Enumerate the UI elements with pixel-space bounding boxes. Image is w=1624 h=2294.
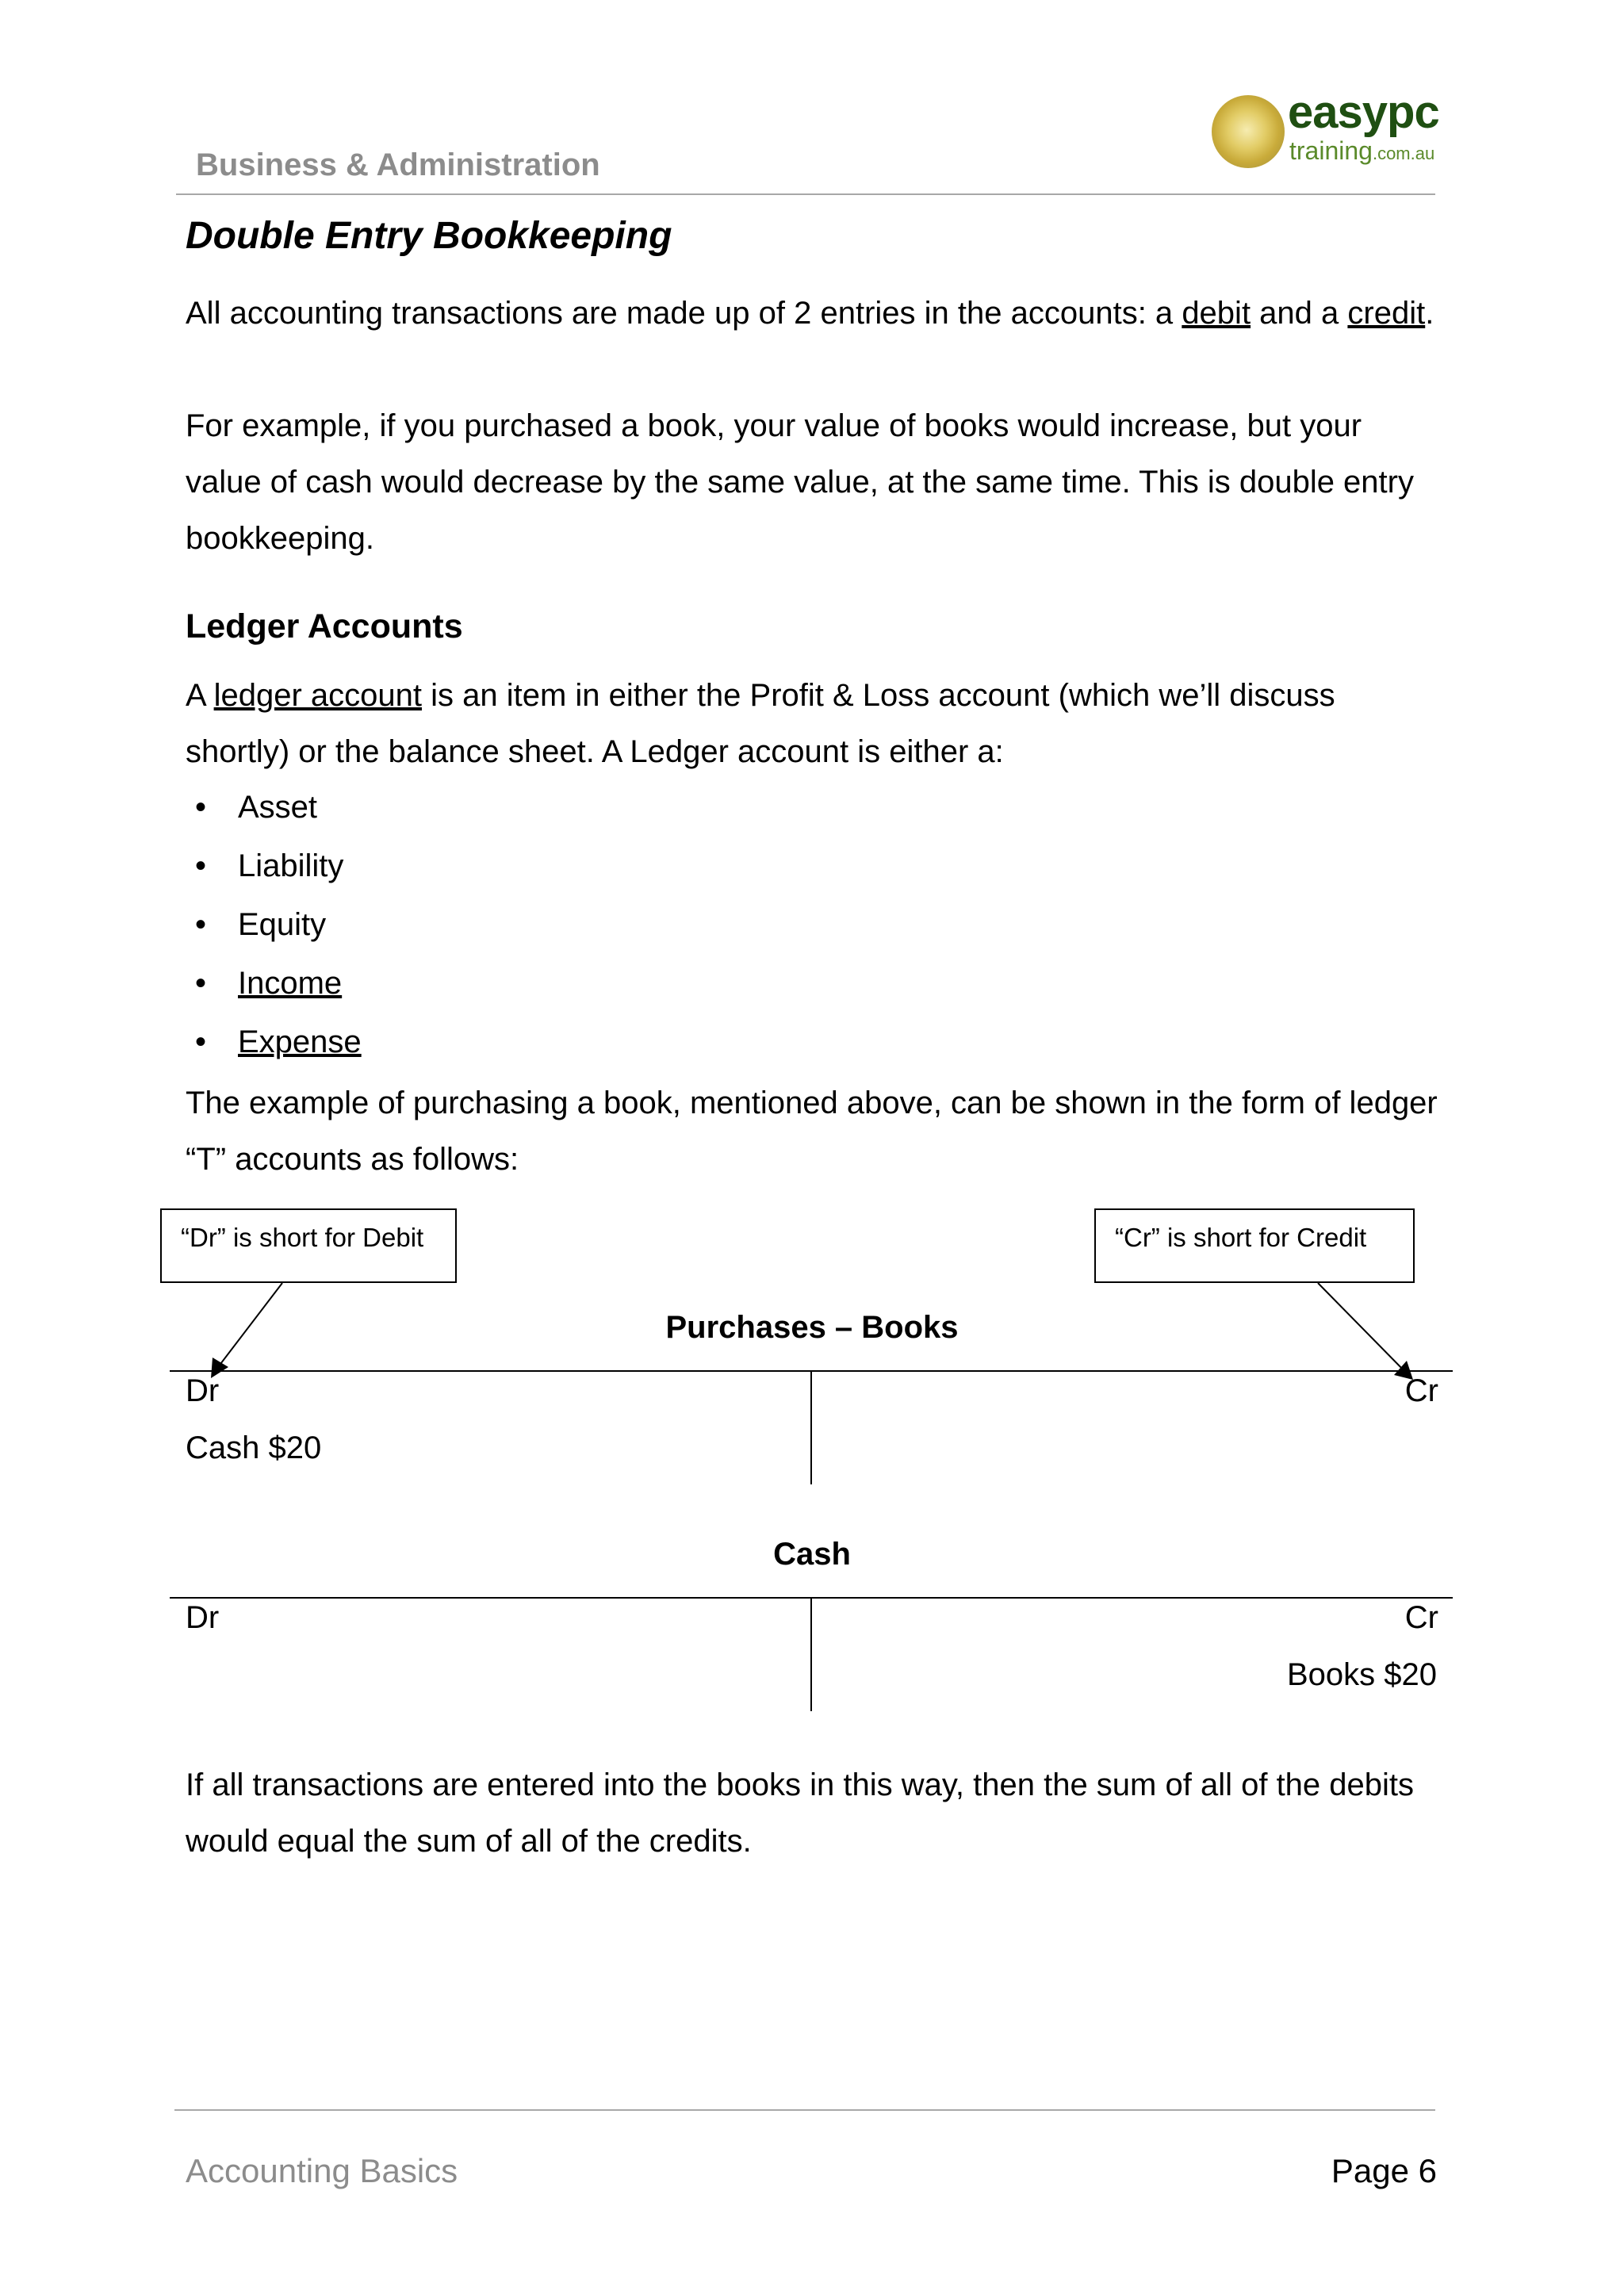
debit-entry: Cash $20 bbox=[186, 1430, 322, 1465]
list-item: • Equity bbox=[186, 902, 362, 961]
footer-rule bbox=[174, 2109, 1435, 2111]
example-paragraph: The example of purchasing a book, mentioned above, can be shown in the form of ledger “T” accounts as follows: bbox=[186, 1086, 1438, 1177]
t-account-title: Purchases – Books bbox=[665, 1310, 959, 1345]
logo-wordmark: easypc bbox=[1288, 86, 1439, 138]
ledger-account-link[interactable]: ledger account bbox=[213, 678, 422, 713]
t-account-title: Cash bbox=[773, 1537, 851, 1572]
intro-paragraph-2: For example, if you purchased a book, your value of books would increase, but your value of cash would decrease by the same value, at the same time. This is double entry bookkeeping. bbox=[186, 408, 1414, 556]
conclusion-paragraph: If all transactions are entered into the books in this way, then the sum of all of the debits would equal the sum of all of the credits. bbox=[186, 1767, 1415, 1859]
ledger-paragraph: A ledger account is an item in either the Profit & Loss account (which we’ll discuss shortly) or the balance sheet. A Ledger account is either a: bbox=[186, 678, 1335, 769]
credit-label: Cr bbox=[1404, 1373, 1438, 1408]
list-item: • Asset bbox=[186, 785, 362, 844]
section-label: Business & Administration bbox=[196, 147, 600, 182]
logo-subtitle: training.com.au bbox=[1289, 136, 1435, 165]
credit-link[interactable]: credit bbox=[1347, 296, 1426, 331]
credit-label: Cr bbox=[1404, 1600, 1438, 1635]
t-account-divider bbox=[810, 1597, 812, 1711]
intro-paragraph-1: All accounting transactions are made up of 2 entries in the accounts: a debit and a credit. bbox=[186, 296, 1434, 331]
t-account-divider bbox=[810, 1370, 812, 1484]
footer-title: Accounting Basics bbox=[186, 2152, 458, 2189]
list-item[interactable]: • Expense bbox=[186, 1020, 362, 1078]
page-title: Double Entry Bookkeeping bbox=[186, 215, 672, 257]
debit-label: Dr bbox=[186, 1373, 220, 1408]
list-item[interactable]: • Income bbox=[186, 961, 362, 1020]
page-number: Page 6 bbox=[1331, 2152, 1437, 2189]
debit-link[interactable]: debit bbox=[1182, 296, 1251, 331]
callout-debit: “Dr” is short for Debit bbox=[160, 1208, 457, 1283]
list-item: • Liability bbox=[186, 844, 362, 902]
credit-entry: Books $20 bbox=[1286, 1657, 1437, 1692]
debit-label: Dr bbox=[186, 1600, 220, 1635]
callout-credit: “Cr” is short for Credit bbox=[1094, 1208, 1415, 1283]
ledger-heading: Ledger Accounts bbox=[186, 607, 463, 645]
